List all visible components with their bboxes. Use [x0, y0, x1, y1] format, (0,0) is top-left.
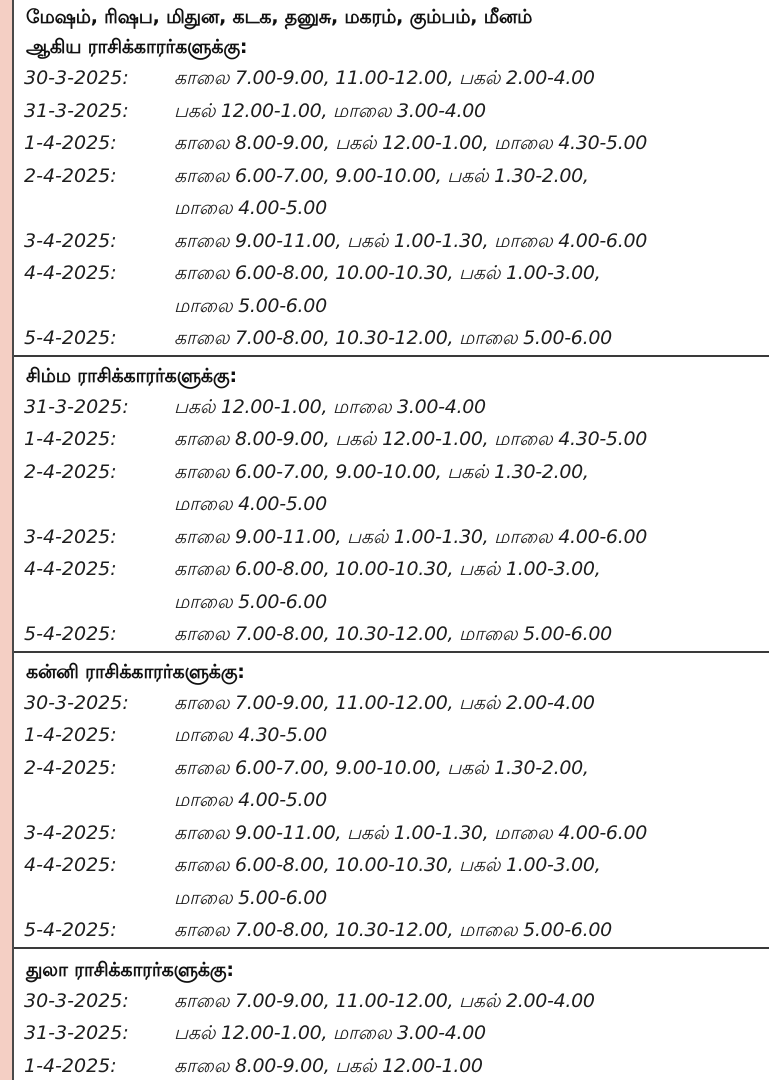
- time-slots: [174, 985, 769, 1018]
- date-label: 3-4-2025:: [14, 225, 174, 258]
- date-row: [14, 160, 769, 225]
- date-row: [14, 752, 769, 817]
- time-slots: [174, 62, 769, 95]
- time-slot-line: மாலை 4.30-5.00: [174, 719, 769, 752]
- date-label: 4-4-2025:: [14, 553, 174, 586]
- time-slots: [174, 160, 769, 225]
- section-heading: சிம்ம ராசிக்காரர்களுக்கு:: [14, 361, 769, 391]
- time-slot-line: காலை 9.00-11.00, பகல் 1.00-1.30, மாலை 4.00-6.00: [174, 225, 769, 258]
- date-row: [14, 456, 769, 521]
- date-label: 5-4-2025:: [14, 914, 174, 947]
- time-slot-line: மாலை 5.00-6.00: [174, 586, 769, 619]
- time-slots: [174, 817, 769, 850]
- time-slot-line: காலை 6.00-8.00, 10.00-10.30, பகல் 1.00-3.00,: [174, 553, 769, 586]
- section-heading: ஆகிய ராசிக்காரர்களுக்கு:: [14, 32, 769, 62]
- date-label: 31-3-2025:: [14, 391, 174, 424]
- date-row: [14, 62, 769, 95]
- time-slots: [174, 225, 769, 258]
- date-row: [14, 817, 769, 850]
- date-label: 3-4-2025:: [14, 817, 174, 850]
- time-slot-line: காலை 8.00-9.00, பகல் 12.00-1.00: [174, 1050, 769, 1082]
- time-slot-line: காலை 6.00-7.00, 9.00-10.00, பகல் 1.30-2.00,: [174, 456, 769, 489]
- time-slots: [174, 752, 769, 817]
- time-slot-line: காலை 7.00-9.00, 11.00-12.00, பகல் 2.00-4.00: [174, 985, 769, 1018]
- time-slot-line: காலை 8.00-9.00, பகல் 12.00-1.00, மாலை 4.30-5.00: [174, 127, 769, 160]
- time-slot-line: காலை 9.00-11.00, பகல் 1.00-1.30, மாலை 4.00-6.00: [174, 817, 769, 850]
- date-row: [14, 322, 769, 355]
- date-label: 1-4-2025:: [14, 423, 174, 456]
- time-slot-line: மாலை 4.00-5.00: [174, 784, 769, 817]
- time-slot-line: பகல் 12.00-1.00, மாலை 3.00-4.00: [174, 391, 769, 424]
- time-slots: [174, 456, 769, 521]
- time-slot-line: காலை 7.00-8.00, 10.30-12.00, மாலை 5.00-6.00: [174, 322, 769, 355]
- date-label: 3-4-2025:: [14, 521, 174, 554]
- time-slot-line: காலை 6.00-8.00, 10.00-10.30, பகல் 1.00-3.00,: [174, 849, 769, 882]
- time-slot-line: காலை 7.00-9.00, 11.00-12.00, பகல் 2.00-4.00: [174, 62, 769, 95]
- time-slot-line: மாலை 5.00-6.00: [174, 882, 769, 915]
- date-label: 5-4-2025:: [14, 322, 174, 355]
- date-row: [14, 391, 769, 424]
- date-row: [14, 521, 769, 554]
- time-slot-line: காலை 6.00-7.00, 9.00-10.00, பகல் 1.30-2.00,: [174, 752, 769, 785]
- time-slot-line: காலை 8.00-9.00, பகல் 12.00-1.00, மாலை 4.30-5.00: [174, 423, 769, 456]
- date-row: [14, 1050, 769, 1082]
- section-heading: துலா ராசிக்காரர்களுக்கு:: [14, 955, 769, 985]
- date-label: 1-4-2025:: [14, 719, 174, 752]
- date-label: 2-4-2025:: [14, 160, 174, 193]
- date-row: [14, 618, 769, 651]
- time-slot-line: காலை 7.00-8.00, 10.30-12.00, மாலை 5.00-6.00: [174, 618, 769, 651]
- date-row: [14, 1017, 769, 1050]
- time-slot-line: காலை 6.00-7.00, 9.00-10.00, பகல் 1.30-2.00,: [174, 160, 769, 193]
- date-row: [14, 423, 769, 456]
- zodiac-section: [14, 947, 769, 1082]
- date-label: 1-4-2025:: [14, 1050, 174, 1082]
- date-row: [14, 849, 769, 914]
- time-slot-line: மாலை 4.00-5.00: [174, 192, 769, 225]
- section-heading: மேஷம், ரிஷப, மிதுன, கடக, தனுசு, மகரம், கும்பம், மீனம்: [14, 2, 769, 32]
- date-label: 30-3-2025:: [14, 687, 174, 720]
- zodiac-section: [14, 651, 769, 947]
- date-row: [14, 553, 769, 618]
- date-row: [14, 914, 769, 947]
- date-label: 31-3-2025:: [14, 1017, 174, 1050]
- date-label: 31-3-2025:: [14, 95, 174, 128]
- time-slot-line: பகல் 12.00-1.00, மாலை 3.00-4.00: [174, 1017, 769, 1050]
- date-row: [14, 257, 769, 322]
- date-row: [14, 95, 769, 128]
- date-label: 5-4-2025:: [14, 618, 174, 651]
- section-heading: கன்னி ராசிக்காரர்களுக்கு:: [14, 657, 769, 687]
- zodiac-section: [14, 0, 769, 355]
- time-slots: [174, 849, 769, 914]
- time-slots: [174, 687, 769, 720]
- time-slots: [174, 719, 769, 752]
- timing-table: [14, 0, 769, 1082]
- time-slots: [174, 553, 769, 618]
- date-label: 30-3-2025:: [14, 985, 174, 1018]
- time-slots: [174, 391, 769, 424]
- date-label: 2-4-2025:: [14, 752, 174, 785]
- time-slots: [174, 1017, 769, 1050]
- date-row: [14, 687, 769, 720]
- zodiac-section: [14, 355, 769, 651]
- time-slots: [174, 914, 769, 947]
- time-slot-line: காலை 6.00-8.00, 10.00-10.30, பகல் 1.00-3.00,: [174, 257, 769, 290]
- time-slot-line: காலை 7.00-8.00, 10.30-12.00, மாலை 5.00-6.00: [174, 914, 769, 947]
- time-slots: [174, 257, 769, 322]
- time-slot-line: மாலை 5.00-6.00: [174, 290, 769, 323]
- time-slots: [174, 322, 769, 355]
- date-label: 1-4-2025:: [14, 127, 174, 160]
- date-label: 4-4-2025:: [14, 849, 174, 882]
- time-slots: [174, 618, 769, 651]
- date-label: 4-4-2025:: [14, 257, 174, 290]
- date-row: [14, 719, 769, 752]
- date-row: [14, 127, 769, 160]
- date-row: [14, 985, 769, 1018]
- time-slot-line: மாலை 4.00-5.00: [174, 488, 769, 521]
- time-slots: [174, 521, 769, 554]
- date-label: 30-3-2025:: [14, 62, 174, 95]
- date-label: 2-4-2025:: [14, 456, 174, 489]
- time-slot-line: காலை 9.00-11.00, பகல் 1.00-1.30, மாலை 4.00-6.00: [174, 521, 769, 554]
- time-slots: [174, 1050, 769, 1082]
- time-slots: [174, 95, 769, 128]
- time-slots: [174, 127, 769, 160]
- time-slot-line: காலை 7.00-9.00, 11.00-12.00, பகல் 2.00-4.00: [174, 687, 769, 720]
- left-margin-strip: [0, 0, 12, 1080]
- time-slot-line: பகல் 12.00-1.00, மாலை 3.00-4.00: [174, 95, 769, 128]
- time-slots: [174, 423, 769, 456]
- date-row: [14, 225, 769, 258]
